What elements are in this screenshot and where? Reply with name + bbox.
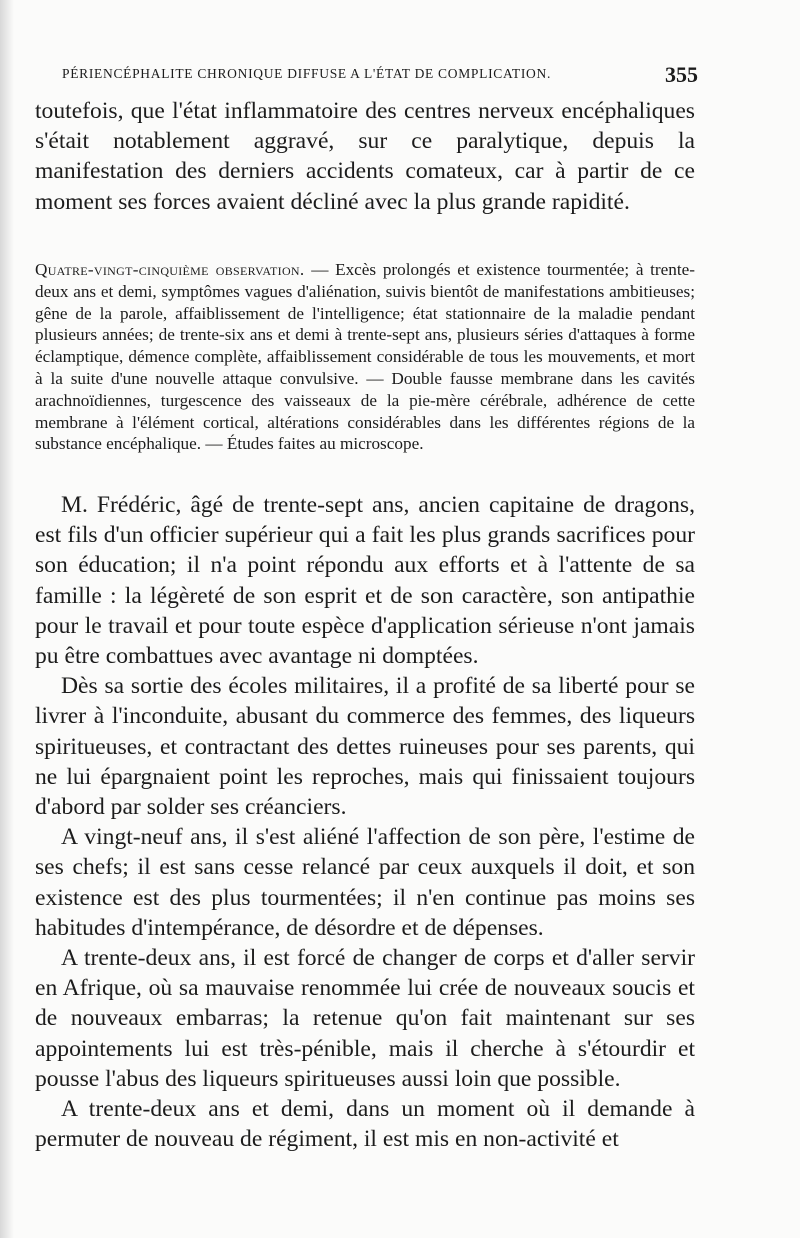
paragraph: A trente-deux ans, il est forcé de changer de corps et d'aller servir en Afrique, où sa mauvaise renommée lui crée de nouveaux soucis et de nouveaux embarras; la retenue qu'on fait maintenant sur ses appointements lui est très-pénible, mais il cherche à s'étourdir et pousse l'abus des liqueurs spiritueuses aussi loin que possible. [35,945,695,1092]
observation-summary [35,259,695,455]
paragraph: toutefois, que l'état inflammatoire des centres nerveux encéphaliques s'était notablement aggravé, sur ce paralytique, depuis la manifestation des derniers accidents comateux, car à partir de ce moment ses forces avaient décliné avec la plus grande rapidité. [35,98,695,215]
paragraph: A vingt-neuf ans, il s'est aliéné l'affection de son père, l'estime de ses chefs; il est sans cesse relancé par ceux auxquels il doit, et son existence est des plus tourmentées; il n'en continue pas moins ses habitudes d'intempérance, de désordre et de dépenses. [35,824,695,941]
page-edge-shadow [0,0,14,1238]
observation-label: Quatre-vingt-cinquième observation. [35,260,305,279]
page-number: 355 [665,62,698,87]
paragraph: M. Frédéric, âgé de trente-sept ans, ancien capitaine de dragons, est fils d'un officier supérieur qui a fait les plus grands sacrifices pour son éducation; il n'a point répondu aux efforts et à l'attente de sa famille : la légèreté de son esprit et de son caractère, son antipathie pour le travail et pour toute espèce d'application sérieuse n'ont jamais pu être combattues avec avantage ni domptées. [35,492,695,670]
paragraph: Dès sa sortie des écoles militaires, il a profité de sa liberté pour se livrer à l'inconduite, abusant du commerce des femmes, des liqueurs spiritueuses, et contractant des dettes ruineuses pour ses parents, qui ne lui épargnaient point les reproches, mais qui finissaient toujours d'abord par solder ses créanciers. [35,673,695,821]
paragraph: A trente-deux ans et demi, dans un moment où il demande à permuter de nouveau de régiment, il est mis en non-activité et [35,1096,695,1153]
running-head: PÉRIENCÉPHALITE CHRONIQUE DIFFUSE A L'ÉTAT DE COMPLICATION. [62,66,552,81]
text-block-top [35,96,695,217]
text-block-main [35,490,695,1154]
page-header [62,62,698,86]
observation-text: — Excès prolongés et existence tourmentée; à trente-deux ans et demi, symptômes vagues d'aliénation, suivis bientôt de manifestations ambitieuses; gêne de la parole, affaiblissement de l'intelligence; état stationnaire de la maladie pendant plusieurs années; de trente-six ans et demi à trente-sept ans, plusieurs séries d'attaques à forme éclamptique, démence complète, affaiblissement considérable de tous les mouvements, et mort à la suite d'une nouvelle attaque convulsive. — Double fausse membrane dans les cavités arachnoïdiennes, turgescence des vaisseaux de la pie-mère cérébrale, adhérence de cette membrane à l'élément cortical, altérations considérables dans les différentes régions de la substance encéphalique. — Études faites au microscope. [35,260,695,454]
